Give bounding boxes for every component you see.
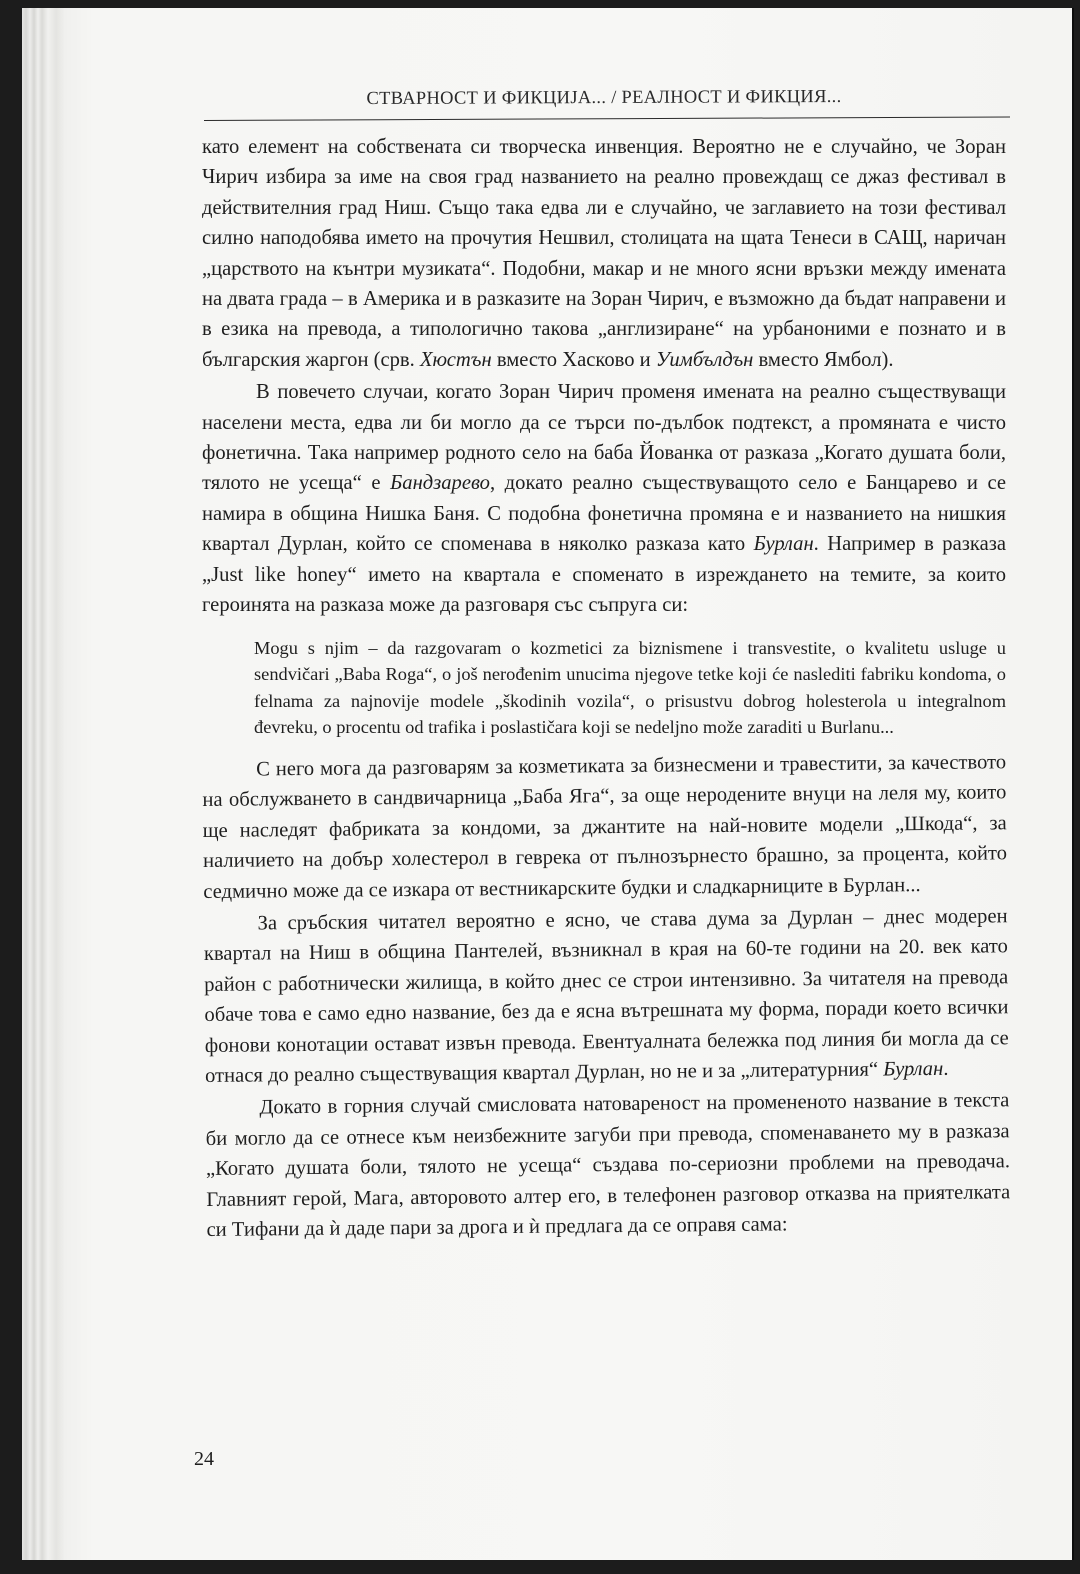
paragraph-5: Докато в горния случай смисловата натовареност на промененото название в текста би могло да се отнесе към неизбежните загуби при превода, споменаването му в разказа „Когато душата боли, тялото не усеща“ създава по-сериозни проблеми на преводача. Главният герой, Мага, авторовото алтер его, в телефонен разговор отказва на приятелката си Тифани да ѝ даде пари за дрога и ѝ предлага да се оправя сама: <box>205 1089 1011 1241</box>
paragraph-3: С него мога да разговарям за козметиката за бизнесмени и травестити, за качеството на обслужването в сандвичарница „Баба Яга“, за още неродените внуци на леля му, които ще наследят фабриката за кондоми, за джантите на най-новите модели „Шкода“, за наличието на добър холестерол в геврека от пълнозърнесто брашно, за процента, който седмично може да се изкара от вестникарските будки и сладкарниците в Бурлан... <box>202 751 1008 903</box>
lower-text-block <box>202 747 1011 1245</box>
header-rule <box>204 116 1010 121</box>
paragraph-4: За сръбския читател вероятно е ясно, че става дума за Дурлан – днес модерен квартал на Ниш в община Пантелей, възникнал в края на 60-те години на 20. век като район с работнически жилища, в който днес се строи интензивно. За читателя на превода обаче това е само едно название, без да е ясна вътрешната му форма, поради което всички фонови конотации остават извън превода. Евентуалната бележка под линия би могла да се отнася до реално съществуващия квартал Дурлан, но не и за „литературния“ Бурлан. <box>203 905 1009 1087</box>
block-quote: Mogu s njim – da razgovaram o kozmetici za biznismene i transvestite, o kvalitetu usluge u sendvičari „Baba Roga“, o još nerođenim unucima njegove tetke koji će naslediti fabriku kondoma, o felnama za najnovije modele „škodinih vozila“, o prisustvu dobrog holesterola u integralnom đevreku, o procentu od trafika i poslastičara koji se nedeljno može zaraditi u Burlanu... <box>254 637 1006 738</box>
page-number: 24 <box>194 1448 214 1470</box>
paragraph-1: като елемент на собствената си творческа инвенция. Вероятно не е случайно, че Зоран Чирич избира за име на своя град названието на реално провеждащ се джаз фестивал в действителния град Ниш. Също така едва ли е случайно, че заглавието на този фестивал силно наподобява името на прочутия Нешвил, столицата на щата Тенеси в САЩ, наричан „царството на кънтри музиката“. Подобни, макар и не много ясни връзки между имената на двата града – в Америка и в разказите на Зоран Чирич, е възможно да бъдат направени и в езика на превода, а типологично такова „англизиране“ на урбаноними е познато и в българския жаргон (срв. Хюстън вместо Хасково и Уимбълдън вместо Ямбол). <box>202 136 1006 371</box>
book-page <box>64 8 1072 1560</box>
paragraph-2: В повечето случаи, когато Зоран Чирич променя имената на реално съществуващи населени места, едва ли би могло да се търси по-дълбок подтекст, а промяната е чисто фонетична. Така например родното село на баба Йованка от разказа „Когато душата боли, тялото не усеща“ е Бандзарево, докато реално съществуващото село е Банцарево и се намира в община Нишка Баня. С подобна фонетична промяна е и названието на нишкия квартал Дурлан, който се споменава в няколко разказа като Бурлан. Например в разказа „Just like honey“ името на квартала е споменато в изреждането на темите, за които героинята на разказа може да разговаря със съпруга си: <box>202 381 1006 617</box>
page-body <box>202 132 1011 1245</box>
running-title: СТВАРНОСТ И ФИКЦИЈА... / РЕАЛНОСТ И ФИКЦИЯ... <box>366 86 842 110</box>
